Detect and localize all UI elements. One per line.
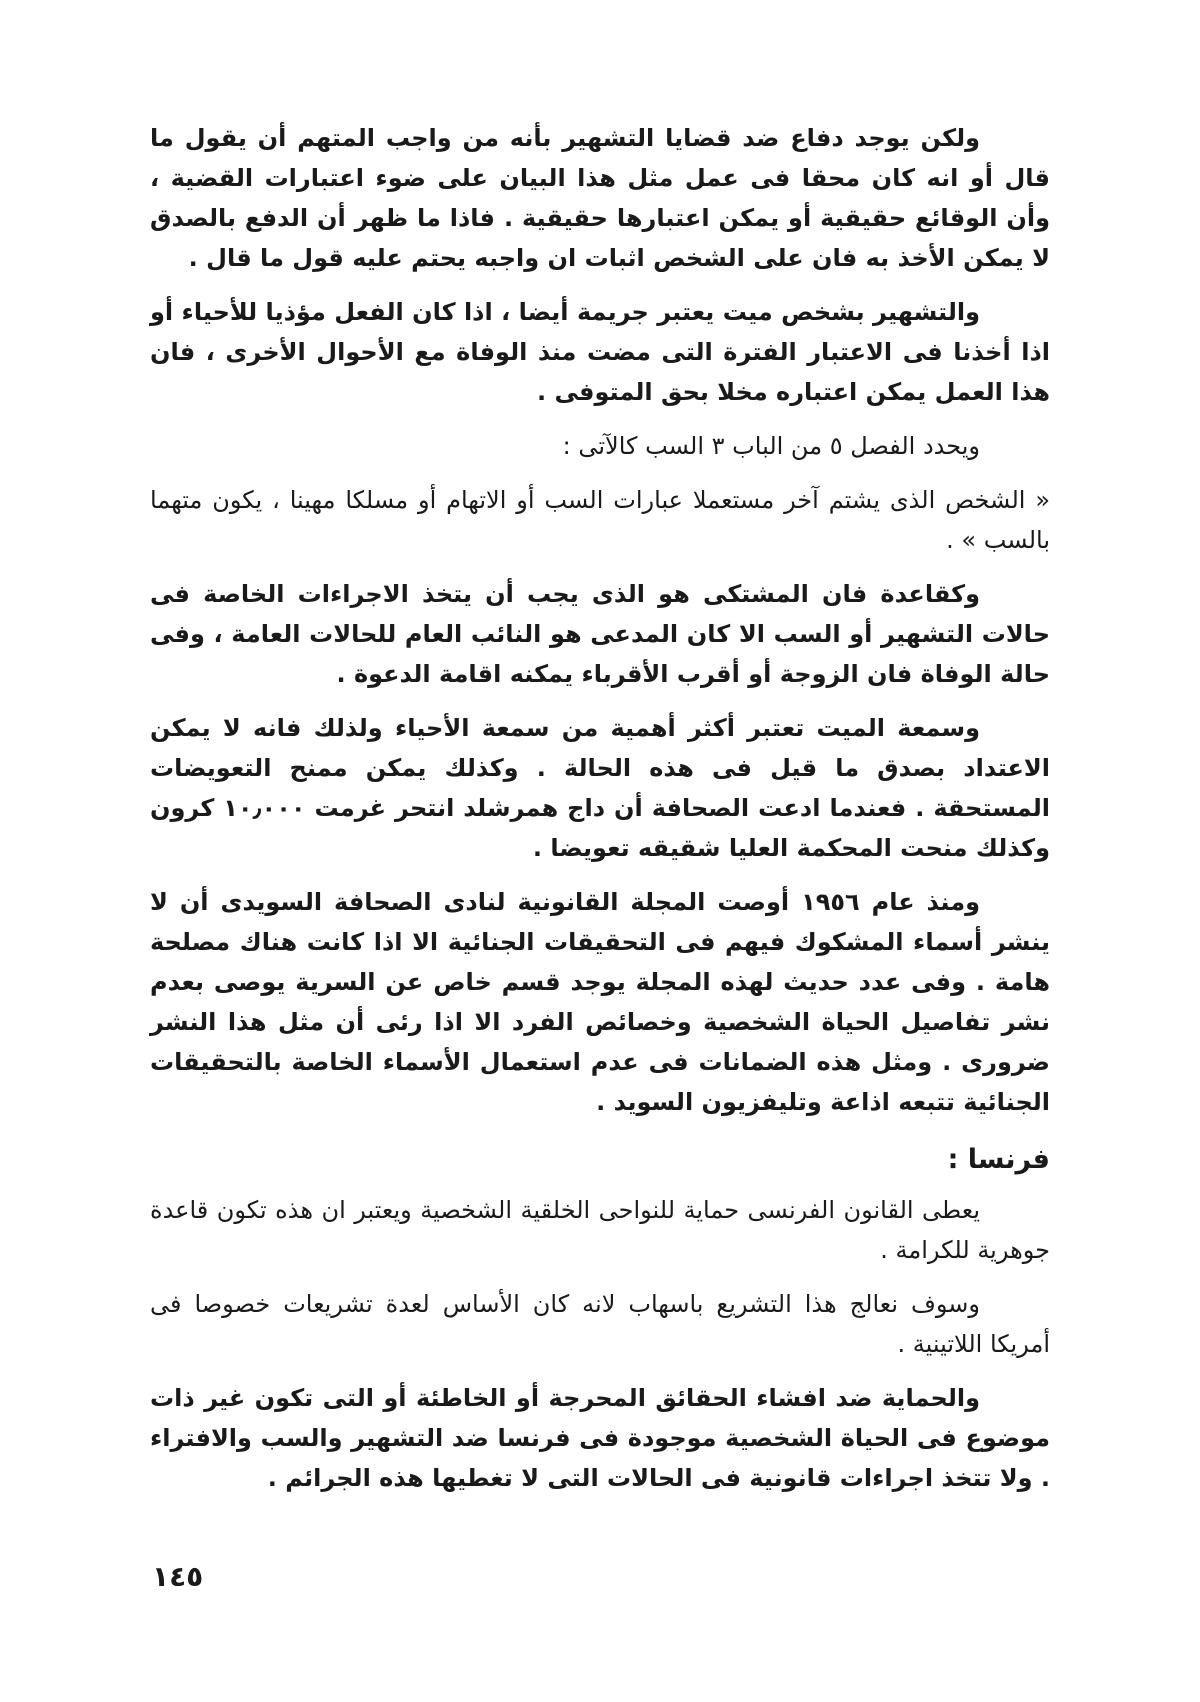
paragraph-reputation-dead: وسمعة الميت تعتبر أكثر أهمية من سمعة الأحياء ولذلك فانه لا يمكن الاعتداد بصدق ما قيل فى هذه الحالة . وكذلك يمكن ممنح التعويضات المستحقة . فعندما ادعت الصحافة أن داج همرشلد انتحر غرمت ١٠٫٠٠٠ كرون وكذلك منحت المحكمة العليا شقيقه تعويضا .	[150, 714, 1050, 862]
section-heading-france: فرنسا :	[947, 1144, 1050, 1175]
paragraph-protection: والحماية ضد افشاء الحقائق المحرجة أو الخاطئة أو التى تكون غير ذات موضوع فى الحياة الشخصية موجودة فى فرنسا ضد التشهير والسب والافتراء . ولا تتخذ اجراءات قانونية فى الحالات التى لا تغطيها هذه الجرائم .	[150, 1384, 1050, 1492]
paragraph-defense-defamation: ولكن يوجد دفاع ضد قضايا التشهير بأنه من واجب المتهم أن يقول ما قال أو انه كان محقا فى عمل مثل هذا البيان على ضوء اعتبارات القضية ، وأن الوقائع حقيقية أو يمكن اعتبارها حقيقية . فاذا ما ظهر أن الدفع بالصدق لا يمكن الأخذ به فان على الشخص اثبات ان واجبه يحتم عليه قول ما قال .	[150, 124, 1050, 272]
paragraph-latin-america: وسوف نعالج هذا التشريع باسهاب لانه كان الأساس لعدة تشريعات خصوصا فى أمريكا اللاتينية .	[150, 1290, 1050, 1358]
paragraph-quoted-law: « الشخص الذى يشتم آخر مستعملا عبارات السب أو الاتهام أو مسلكا مهينا ، يكون متهما بالسب » .	[150, 486, 1050, 554]
document-body	[150, 118, 1050, 1512]
page-number: ١٤٥	[152, 1560, 204, 1593]
paragraph-defamation-dead: والتشهير بشخص ميت يعتبر جريمة أيضا ، اذا كان الفعل مؤذيا للأحياء أو اذا أخذنا فى الاعتبار الفترة التى مضت منذ الوفاة مع الأحوال الأخرى ، فان هذا العمل يمكن اعتباره مخلا بحق المتوفى .	[150, 298, 1050, 406]
paragraph-complainant-rule: وكقاعدة فان المشتكى هو الذى يجب أن يتخذ الاجراءات الخاصة فى حالات التشهير أو السب الا كان المدعى هو النائب العام للحالات العامة ، وفى حالة الوفاة فان الزوجة أو أقرب الأقرباء يمكنه اقامة الدعوة .	[150, 580, 1050, 688]
paragraph-french-law: يعطى القانون الفرنسى حماية للنواحى الخلقية الشخصية ويعتبر ان هذه تكون قاعدة جوهرية للكرامة .	[150, 1196, 1050, 1264]
paragraph-chapter-definition: ويحدد الفصل ٥ من الباب ٣ السب كالآتى :	[562, 432, 980, 460]
paragraph-press-club: ومنذ عام ١٩٥٦ أوصت المجلة القانونية لنادى الصحافة السويدى أن لا ينشر أسماء المشكوك فيهم فى التحقيقات الجنائية الا اذا كانت هناك مصلحة هامة . وفى عدد حديث لهذه المجلة يوجد قسم خاص عن السرية يوصى بعدم نشر تفاصيل الحياة الشخصية وخصائص الفرد الا اذا رئى أن مثل هذا النشر ضرورى . ومثل هذه الضمانات فى عدم استعمال الأسماء الخاصة بالتحقيقات الجنائية تتبعه اذاعة وتليفزيون السويد .	[150, 888, 1050, 1116]
